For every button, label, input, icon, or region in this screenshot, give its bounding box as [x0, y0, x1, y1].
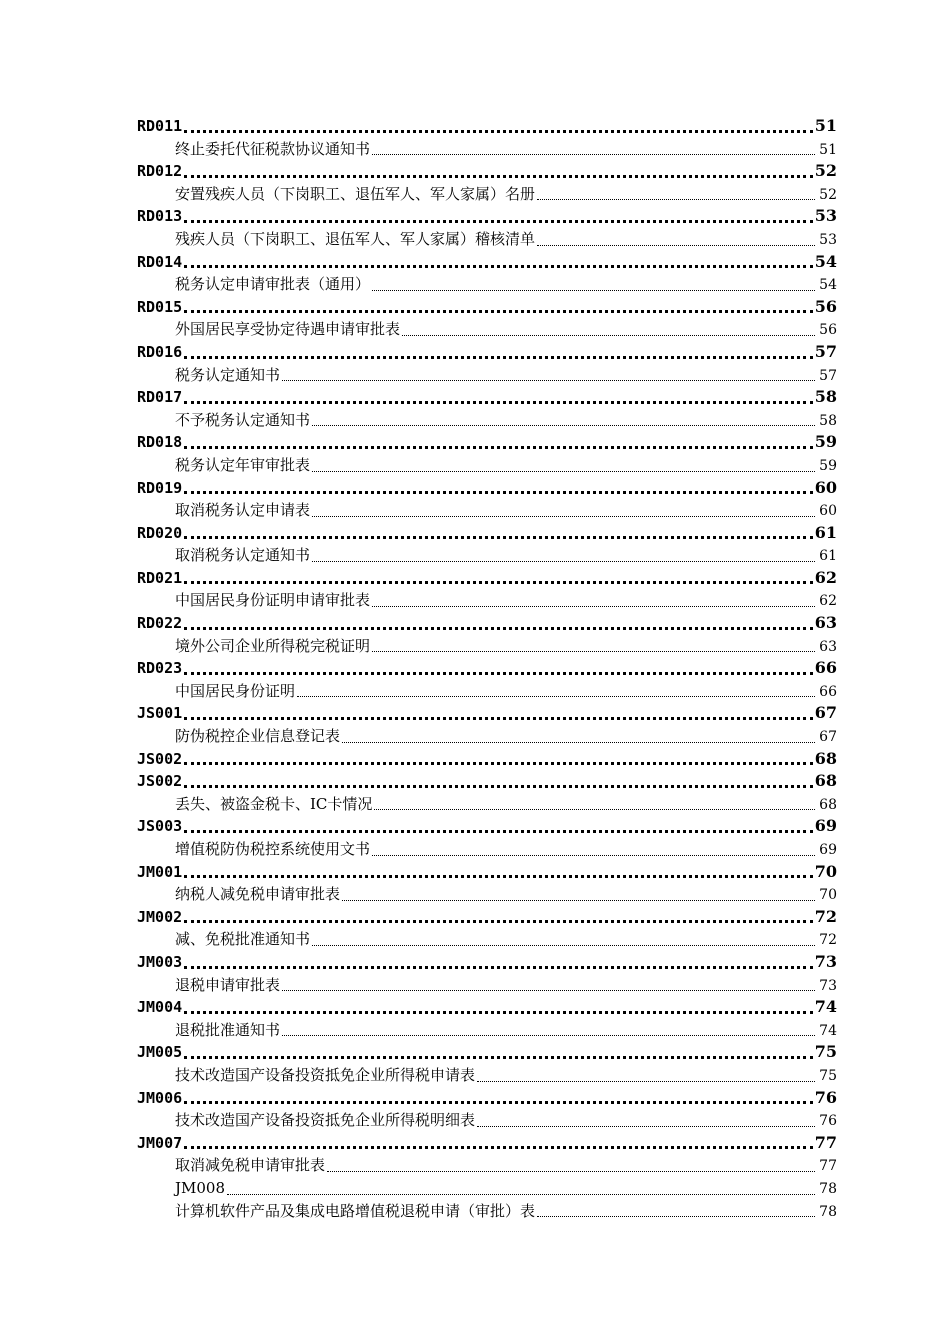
toc-entry-label: 残疾人员（下岗职工、退伍军人、军人家属）稽核清单: [175, 229, 536, 248]
toc-subentry[interactable]: [137, 409, 837, 432]
dot-leader: [312, 454, 815, 477]
toc-section-entry[interactable]: [137, 386, 837, 409]
dot-leader: [537, 228, 815, 251]
toc-subentry[interactable]: [137, 138, 837, 161]
toc-section-entry[interactable]: [137, 612, 837, 635]
dot-leader: [184, 296, 813, 319]
toc-page-number: 74: [819, 1022, 837, 1039]
toc-entry-label: RD023: [137, 659, 183, 678]
toc-entry-label: 计算机软件产品及集成电路增值税退税申请（审批）表: [175, 1201, 536, 1220]
toc-section-entry[interactable]: [137, 906, 837, 929]
toc-entry-label: JS003: [137, 817, 183, 836]
toc-entry-label: 不予税务认定通知书: [175, 410, 311, 429]
dot-leader: [402, 318, 815, 341]
toc-subentry[interactable]: [137, 974, 837, 997]
toc-page-number: 68: [814, 771, 837, 791]
toc-entry-label: 境外公司企业所得税完税证明: [175, 636, 371, 655]
dot-leader: [372, 273, 815, 296]
toc-subentry[interactable]: [137, 1019, 837, 1042]
toc-entry-label: 减、免税批准通知书: [175, 930, 311, 949]
toc-entry-label: RD022: [137, 614, 183, 633]
toc-page-number: 52: [814, 161, 837, 181]
toc-section-entry[interactable]: [137, 160, 837, 183]
toc-page-number: 59: [819, 457, 837, 474]
toc-entry-label: RD012: [137, 162, 183, 181]
toc-page-number: 61: [819, 548, 837, 565]
toc-subentry[interactable]: [137, 1064, 837, 1087]
toc-page-number: 56: [814, 296, 837, 316]
dot-leader: [184, 115, 813, 138]
dot-leader: [312, 928, 815, 951]
toc-page-number: 75: [814, 1042, 837, 1062]
dot-leader: [184, 386, 813, 409]
dot-leader: [184, 770, 813, 793]
dot-leader: [184, 1087, 813, 1110]
toc-subentry[interactable]: [137, 928, 837, 951]
toc-entry-label: RD019: [137, 478, 183, 497]
dot-leader: [537, 1200, 815, 1223]
toc-entry-label: RD017: [137, 388, 183, 407]
dot-leader: [227, 1177, 815, 1200]
dot-leader: [184, 477, 813, 500]
toc-page-number: 58: [819, 412, 837, 429]
dot-leader: [184, 815, 813, 838]
toc-section-entry[interactable]: [137, 251, 837, 274]
toc-page-number: 69: [814, 816, 837, 836]
toc-entry-label: RD013: [137, 207, 183, 226]
toc-section-entry[interactable]: [137, 522, 837, 545]
dot-leader: [184, 906, 813, 929]
toc-entry-label: 税务认定通知书: [175, 365, 281, 384]
toc-entry-label: JS001: [137, 704, 183, 723]
toc-section-entry[interactable]: [137, 431, 837, 454]
toc-entry-label: JM004: [137, 998, 183, 1017]
toc-page-number: 61: [814, 522, 837, 542]
toc-page-number: 62: [814, 567, 837, 587]
toc-page-number: 54: [819, 277, 837, 294]
toc-entry-label: JM002: [137, 907, 183, 926]
toc-entry-label: JM001: [137, 862, 183, 881]
dot-leader: [184, 522, 813, 545]
dot-leader: [327, 1154, 815, 1177]
dot-leader: [184, 251, 813, 274]
toc-section-entry[interactable]: [137, 1132, 837, 1155]
dot-leader: [374, 793, 815, 816]
toc-entry-label: 中国居民身份证明申请审批表: [175, 591, 371, 610]
dot-leader: [184, 702, 813, 725]
toc-subentry[interactable]: [137, 883, 837, 906]
toc-subentry[interactable]: [137, 183, 837, 206]
toc-subentry[interactable]: [137, 680, 837, 703]
toc-entry-label: 安置残疾人员（下岗职工、退伍军人、军人家属）名册: [175, 184, 536, 203]
toc-page-number: 66: [819, 683, 837, 700]
toc-subentry[interactable]: [137, 1109, 837, 1132]
toc-page-number: 57: [819, 367, 837, 384]
toc-section-entry[interactable]: [137, 477, 837, 500]
toc-subentry[interactable]: [137, 1200, 837, 1223]
toc-page-number: 53: [814, 206, 837, 226]
toc-entry-label: JM003: [137, 952, 183, 971]
toc-entry-label: 技术改造国产设备投资抵免企业所得税申请表: [175, 1065, 476, 1084]
toc-page-number: 60: [819, 503, 837, 520]
toc-section-entry[interactable]: [137, 951, 837, 974]
toc-entry-label: JM007: [137, 1133, 183, 1152]
dot-leader: [342, 725, 815, 748]
toc-entry-label: 取消税务认定通知书: [175, 546, 311, 565]
toc-subentry[interactable]: [137, 635, 837, 658]
toc-entry-label: 取消减免税申请审批表: [175, 1156, 326, 1175]
toc-page-number: 63: [814, 613, 837, 633]
toc-subentry[interactable]: [137, 318, 837, 341]
toc-entry-label: 中国居民身份证明: [175, 681, 296, 700]
dot-leader: [372, 589, 815, 612]
toc-entry-label: RD020: [137, 523, 183, 542]
dot-leader: [184, 205, 813, 228]
toc-subentry[interactable]: [137, 1177, 837, 1200]
toc-subentry[interactable]: [137, 228, 837, 251]
toc-page-number: 78: [819, 1203, 837, 1220]
toc-page-number: 66: [814, 658, 837, 678]
toc-page-number: 77: [814, 1132, 837, 1152]
dot-leader: [312, 544, 815, 567]
dot-leader: [184, 996, 813, 1019]
toc-page-number: 51: [819, 141, 837, 158]
toc-entry-label: 增值税防伪税控系统使用文书: [175, 840, 371, 858]
toc-entry-label: 防伪税控企业信息登记表: [175, 727, 341, 746]
dot-leader: [184, 1041, 813, 1064]
dot-leader: [372, 635, 815, 658]
dot-leader: [537, 183, 815, 206]
dot-leader: [342, 883, 815, 906]
toc-page-number: 70: [814, 861, 837, 881]
toc-page-number: 67: [819, 729, 837, 746]
toc-page-number: 57: [814, 341, 837, 361]
toc-page-number: 54: [814, 251, 837, 271]
toc-section-entry[interactable]: [137, 567, 837, 590]
toc-entry-label: JS002: [137, 749, 183, 768]
toc-page-number: 76: [819, 1113, 837, 1130]
toc-page-number: 69: [819, 842, 837, 858]
toc-entry-label: 终止委托代征税款协议通知书: [175, 139, 371, 158]
toc-page-number: 77: [819, 1158, 837, 1175]
toc-section-entry[interactable]: [137, 996, 837, 1019]
dot-leader: [184, 657, 813, 680]
toc-page-number: 73: [814, 951, 837, 971]
toc-section-entry[interactable]: [137, 296, 837, 319]
toc-section-entry[interactable]: [137, 770, 837, 793]
dot-leader: [184, 951, 813, 974]
dot-leader: [282, 364, 815, 387]
toc-page-number: 76: [814, 1087, 837, 1107]
dot-leader: [184, 748, 813, 771]
toc-entry-label: 退税申请审批表: [175, 975, 281, 994]
toc-section-entry[interactable]: [137, 657, 837, 680]
dot-leader: [477, 1109, 815, 1132]
toc-subentry[interactable]: [137, 793, 837, 816]
toc-page-number: 72: [819, 932, 837, 949]
toc-entry-label: 税务认定年审审批表: [175, 455, 311, 474]
toc-page-number: 70: [819, 887, 837, 904]
dot-leader: [184, 160, 813, 183]
toc-subentry[interactable]: [137, 838, 837, 861]
toc-entry-label: JM005: [137, 1043, 183, 1062]
toc-entry-label: JM006: [137, 1088, 183, 1107]
toc-subentry[interactable]: [137, 499, 837, 522]
toc-entry-label: JM008: [175, 1178, 226, 1197]
toc-entry-label: RD018: [137, 433, 183, 452]
toc-entry-label: 丢失、被盗金税卡、IC卡情况: [175, 794, 373, 813]
toc-section-entry[interactable]: [137, 748, 837, 771]
dot-leader: [372, 838, 815, 861]
toc-section-entry[interactable]: [137, 1087, 837, 1110]
toc-subentry[interactable]: [137, 454, 837, 477]
toc-subentry[interactable]: [137, 725, 837, 748]
toc-page-number: 75: [819, 1067, 837, 1084]
toc-section-entry[interactable]: [137, 341, 837, 364]
table-of-contents: [137, 115, 837, 1222]
toc-page-number: 78: [819, 1180, 837, 1197]
dot-leader: [312, 409, 815, 432]
toc-entry-label: RD021: [137, 568, 183, 587]
toc-page-number: 68: [819, 796, 837, 813]
toc-entry-label: 纳税人减免税申请审批表: [175, 885, 341, 904]
toc-entry-label: RD014: [137, 252, 183, 271]
toc-section-entry[interactable]: [137, 702, 837, 725]
dot-leader: [184, 861, 813, 884]
dot-leader: [184, 431, 813, 454]
toc-subentry[interactable]: [137, 589, 837, 612]
toc-page-number: 62: [819, 593, 837, 610]
toc-section-entry[interactable]: [137, 815, 837, 838]
toc-page-number: 59: [814, 432, 837, 452]
toc-section-entry[interactable]: [137, 205, 837, 228]
toc-entry-label: 取消税务认定申请表: [175, 501, 311, 520]
dot-leader: [312, 499, 815, 522]
toc-page-number: 68: [814, 748, 837, 768]
toc-entry-label: 税务认定申请审批表（通用）: [175, 275, 371, 294]
toc-page-number: 51: [814, 116, 837, 135]
toc-entry-label: 退税批准通知书: [175, 1020, 281, 1039]
toc-page-number: 56: [819, 322, 837, 339]
dot-leader: [477, 1064, 815, 1087]
dot-leader: [184, 612, 813, 635]
toc-page-number: 67: [814, 703, 837, 723]
dot-leader: [184, 341, 813, 364]
toc-subentry[interactable]: [137, 364, 837, 387]
toc-section-entry[interactable]: [137, 861, 837, 884]
toc-section-entry[interactable]: [137, 115, 837, 138]
toc-entry-label: 技术改造国产设备投资抵免企业所得税明细表: [175, 1111, 476, 1130]
toc-subentry[interactable]: [137, 273, 837, 296]
toc-page-number: 74: [814, 997, 837, 1017]
dot-leader: [184, 567, 813, 590]
dot-leader: [297, 680, 815, 703]
toc-page-number: 63: [819, 638, 837, 655]
toc-page-number: 53: [819, 231, 837, 248]
toc-section-entry[interactable]: [137, 1041, 837, 1064]
toc-entry-label: RD011: [137, 117, 183, 135]
toc-page-number: 52: [819, 186, 837, 203]
toc-entry-label: RD016: [137, 342, 183, 361]
dot-leader: [372, 138, 815, 161]
toc-page-number: 73: [819, 977, 837, 994]
dot-leader: [184, 1132, 813, 1155]
dot-leader: [282, 974, 815, 997]
toc-entry-label: RD015: [137, 297, 183, 316]
toc-subentry[interactable]: [137, 1154, 837, 1177]
toc-page-number: 60: [814, 477, 837, 497]
toc-page-number: 58: [814, 387, 837, 407]
toc-subentry[interactable]: [137, 544, 837, 567]
toc-entry-label: 外国居民享受协定待遇申请审批表: [175, 320, 401, 339]
toc-entry-label: JS002: [137, 772, 183, 791]
toc-page-number: 72: [814, 906, 837, 926]
dot-leader: [282, 1019, 815, 1042]
